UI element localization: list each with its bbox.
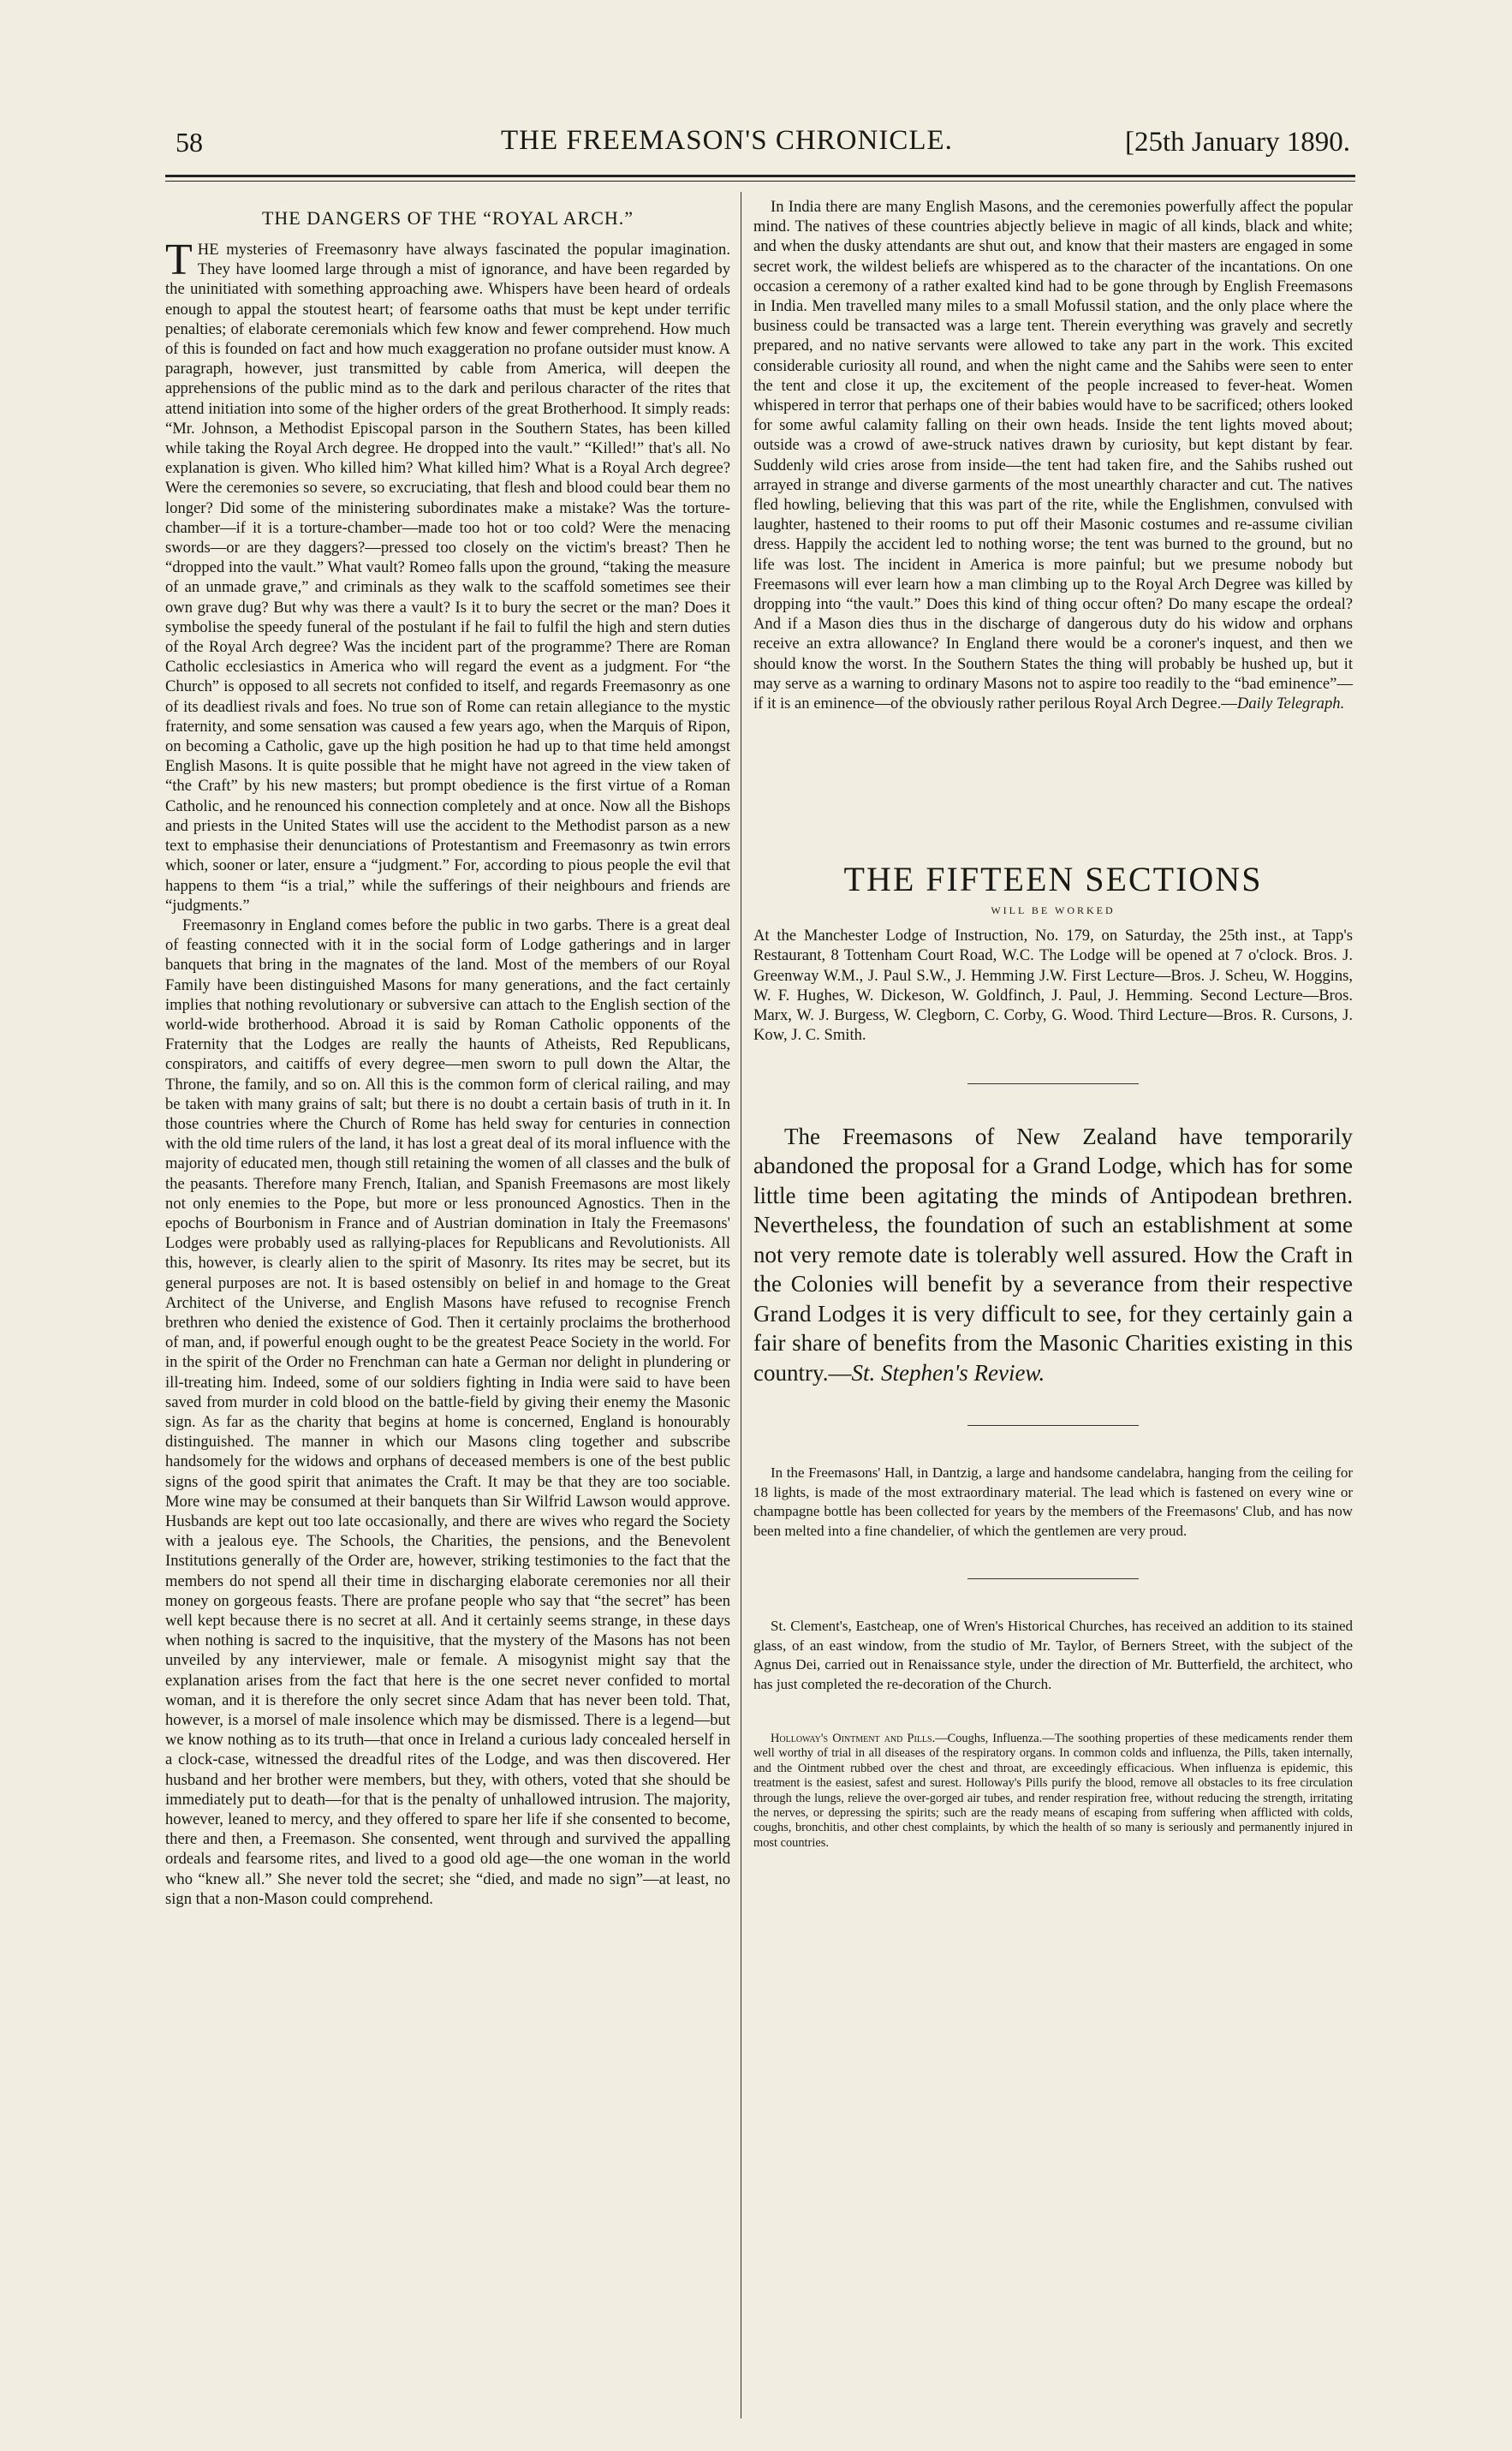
- article-source: Daily Telegraph.: [1236, 695, 1345, 713]
- advert-text: —Coughs, Influenza.—The soothing properties of these medicaments render them well worthy of trial in all diseases of the respiratory organs. In common colds and influenza, the Pills, taken internally, and the Ointment rubbed over the chest and throat, are exceedingly efficacious. When influenza is epidemic, this treatment is the easiest, safest and surest. Holloway's Pills purify the blood, remove all obstacles to its free circulation through the lungs, relieve the over-gorged air tubes, and render respiration free, without reducing the strength, irritating the nerves, or depressing the spirits; such are the ready means of escaping from suffering when afflicted with colds, coughs, bronchitis, and other chest complaints, by which the health of so many is seriously and permanently injured in most countries.: [753, 1732, 1353, 1850]
- article-paragraph: Freemasonry in England comes before the public in two garbs. There is a great deal of feasting connected with it in the social form of Lodge gatherings and in larger banquets that bring in the magnates of the land. Most of the members of our Royal Family have been distinguished Masons for many generations, and the fact certainly implies that nothing revolutionary or subversive can attach to the English section of the world-wide brotherhood. Abroad it is said by Roman Catholic opponents of the Fraternity that the Lodges are really the haunts of Atheists, Red Republicans, conspirators, and caitiffs of every degree—men sworn to pull down the Altar, the Throne, the family, and so on. All this is the common form of clerical railing, and may be taken with many grains of salt; but there is no doubt a certain basis of truth in it. In those countries where the Church of Rome has held sway for centuries in connection with the old time rulers of the land, it has lost a great deal of its moral influence with the majority of educated men, though still retaining the women of all classes and the bulk of the peasants. Therefore many French, Italian, and Spanish Freemasons are most likely not only enemies to the Pope, but more or less pronounced Agnostics. Then in the epochs of Bourbonism in France and of Austrian domination in Italy the Freemasons' Lodges were probably used as rallying-places for Republicans and Revolutionists. All this, however, is clearly alien to the spirit of Masonry. Its rites may be secret, but its general purposes are not. It is based ostensibly on belief in and homage to the Great Architect of the Universe, and English Masons have refused to recognise French brethren who denied the existence of God. Then it certainly proclaims the brotherhood of man, and, if powerful enough ought to be the greatest Peace Society in the world. For in the spirit of the Order no Frenchman can hate a German nor delight in plundering or ill-treating him. Indeed, some of our soldiers fighting in India were said to have been saved from murder in cold blood on the battle-field by giving their enemy the Masonic sign. As far as the charity that begins at home is concerned, England is honourably distinguished. The manner in which our Masons cling together and subscribe handsomely for the widows and orphans of deceased members is one of the best public signs of the good spirit that animates the Craft. It may be that they are too sociable. More wine may be consumed at their banquets than Sir Wilfrid Lawson would approve. Husbands are kept out too late occasionally, and there are wives who regard the Society with a jealous eye. The Schools, the Charities, the pensions, and the Benevolent Institutions generally of the Order are, however, striking testimonies to the fact that the members do not spend all their time in discharging elaborate ceremonies nor all their money on gorgeous feasts. There are profane people who say that “the secret” has been well kept because there is no secret at all. And it certainly seems strange, in these days when nothing is sacred to the inquisitive, that the mystery of the Masons has not been unveiled by any interviewer, male or female. A misogynist might say that the explanation arises from the fact that here is the one secret never confided to mortal woman, and it is therefore the only secret since Adam that has never been told. That, however, is a morsel of male insolence which may be dismissed. There is a legend—but we know nothing as to its truth—that once in Ireland a curious lady concealed herself in a clock-case, witnessed the dreadful rites of the Lodge, and was then discovered. Her husband and her brother were members, but they, with others, voted that she should be immediately put to death—for that is the penalty of unhallowed intrusion. The majority, however, leaned to mercy, and they offered to spare her life if she consented to become, there and then, a Freemason. She consented, went through and survived the appalling ordeals and fearsome rites, and lived to a good old age—the one woman in the world who “knew all.” She never told the secret; she “died, and made no sign”—at least, no sign that a non-Mason could comprehend.: [165, 915, 730, 1908]
- header-rule-thin: [165, 181, 1355, 182]
- fifteen-sections-subtitle: WILL BE WORKED: [991, 904, 1116, 917]
- drop-cap: T: [165, 236, 193, 284]
- paragraph-text: HE mysteries of Freemasonry have always fascinated the popular imagination. They have loomed large through a mist of ignorance, and have been regarded by the uninitiated with something approaching awe. Whispers have been heard of ordeals enough to appal the stoutest heart; of fearsome oaths that must be kept under terrific penalties; of elaborate ceremonials which few know and fewer comprehend. How much of this is founded on fact and how much exaggeration no profane outsider must know. A paragraph, however, just transmitted by cable from America, will deepen the apprehensions of the public mind as to the dark and perilous character of the rites that attend initiation into some of the higher orders of the great Brotherhood. It simply reads: “Mr. Johnson, a Methodist Episcopal parson in the Southern States, has been killed while taking the Royal Arch degree. He dropped into the vault.” “Killed!” that's all. No explanation is given. Who killed him? What killed him? What is a Royal Arch degree? Were the ceremonies so severe, so excruciating, that flesh and blood could bear them no longer? Did some of the ministering subordinates make a mistake? Was the torture-chamber—if it is a torture-chamber—made too hot or too cold? Were the menacing swords—or are they daggers?—pressed too closely on the victim's breast? Then he “dropped into the vault.” What vault? Romeo falls upon the ground, “taking the measure of an unmade grave,” and criminals as they walk to the scaffold sometimes see their own grave dug? But why was there a vault? Is it to bury the secret or the man? Does it symbolise the speedy funeral of the postulant if he fail to fulfil the high and stern duties of the Royal Arch degree? Was the incident part of the programme? There are Roman Catholic ecclesiastics in America who will regard the event as a judgment. For “the Church” is opposed to all secrets not confided to itself, and regards Freemasonry as one of its deadliest rivals and foes. No true son of Rome can retain allegiance to the mystic fraternity, and some sensation was caused a few years ago, when the Marquis of Ripon, on becoming a Catholic, gave up the high position he had up to that time held amongst English Masons. It is quite possible that he might have not agreed in the view taken of “the Craft” by his new masters; but prompt obedience is the first virtue of a Roman Catholic, and he renounced his connection completely and at once. Now all the Bishops and priests in the United States will use the accident to the Methodist parson as a new text to emphasise their denunciations of Protestantism and Freemasonry as twin errors which, sooner or later, ensure a “judgment.” For, according to pious people the evil that happens to them “is a trial,” while the sufferings of their neighbours and friends are “judgments.”: [165, 241, 730, 915]
- new-zealand-source: St. Stephen's Review.: [851, 1359, 1045, 1386]
- fifteen-sections-body: At the Manchester Lodge of Instruction, No. 179, on Saturday, the 25th inst., at Tapp's Restaurant, 8 Tottenham Court Road, W.C. The Lodge will be opened at 7 o'clock. Bros. J. Greenway W.M., J. Paul S.W., J. Hemming J.W. First Lecture—Bros. J. Scheu, W. Hoggins, W. F. Hughes, W. Dickeson, W. Goldfinch, J. Paul, J. Hemming. Second Lecture—Bros. Marx, W. J. Burgess, W. Clegborn, C. Corby, G. Wood. Third Lecture—Bros. R. Cursons, J. Kow, J. C. Smith.: [753, 927, 1353, 1045]
- separator-rule: [967, 1425, 1139, 1426]
- fifteen-sections-title: THE FIFTEEN SECTIONS: [843, 860, 1263, 899]
- st-clements-paragraph: St. Clement's, Eastcheap, one of Wren's Historical Churches, has received an addition to its stained glass, of an east window, from the studio of Mr. Taylor, of Berners Street, with the subject of the Agnus Dei, carried out in Renaissance style, under the direction of Mr. Butterfield, the architect, who has just completed the re-decoration of the Church.: [753, 1618, 1353, 1692]
- dantzig-paragraph: In the Freemasons' Hall, in Dantzig, a large and handsome candelabra, hanging from the ceiling for 18 lights, is made of the most extraordinary material. The lead which is fastened on every wine or champagne bottle has been collected for years by the members of the Freemasons' Club, and has now been melted into a fine chandelier, of which the gentlemen are very proud.: [753, 1464, 1353, 1539]
- advert-lead: Holloway's Ointment and Pills.: [771, 1732, 936, 1745]
- article-title-royal-arch: THE DANGERS OF THE “ROYAL ARCH.”: [261, 207, 634, 229]
- holloway-advert: [753, 1732, 1353, 1851]
- header-rule: [165, 175, 1355, 177]
- left-column: [165, 197, 730, 1909]
- paragraph-text: In India there are many English Masons, and the ceremonies powerfully affect the popular mind. The natives of these countries abjectly believe in magic of all kinds, black and white; and when the dusky attendants are shut out, and know that their masters are engaged in some secret work, the wildest beliefs are whispered as to the character of the incantations. On one occasion a ceremony of a rather exalted kind had to be gone through by English Freemasons in India. Men travelled many miles to a small Mofussil station, and the only place where the business could be transacted was a large tent. Therein everything was gravely and secretly prepared, and no native servants were allowed to take any part in the work. This excited considerable curiosity all round, and when the night came and the Sahibs were seen to enter the tent and close it up, the excitement of the people increased to fever-heat. Women whispered in terror that perhaps one of their babies would have to be sacrificed; others looked for some awful calamity falling on their own heads. Inside the tent lights moved about; outside was a crowd of awe-struck natives drawn by curiosity, but kept distant by fear. Suddenly wild cries arose from inside—the tent had taken fire, and the Sahibs rushed out arrayed in strange and diverse garments of the most unearthly character and cut. The natives fled howling, believing that this was part of the rite, while the Englishmen, convulsed with laughter, hastened to their rooms to put off their Masonic costumes and re-assume civilian dress. Happily the accident led to nothing worse; the tent was burned to the ground, but no life was lost. The incident in America is more painful; but we presume nobody but Freemasons will ever learn how a man climbing up to the Royal Arch Degree was killed by dropping into “the vault.” Does this kind of thing occur often? Do many escape the ordeal? And if a Mason dies thus in the discharge of dangerous duty do his widow and orphans receive an extra allowance? In England there would be a coroner's inquest, and then we should know the worst. In the Southern States the thing will probably be hushed up, but it may serve as a warning to ordinary Masons not to aspire too readily to the “bad eminence”—if it is an eminence—of the obviously rather perilous Royal Arch Degree.—: [753, 198, 1353, 713]
- separator-rule: [967, 1578, 1139, 1579]
- paragraph-text: The Freemasons of New Zealand have temporarily abandoned the proposal for a Grand Lodge, which has for some little time been agitating the minds of Antipodean brethren. Nevertheless, the foundation of such an establishment at some not very remote date is tolerably well assured. How the Craft in the Colonies will benefit by a severance from their respective Grand Lodges it is very difficult to see, for they certainly gain a fair share of benefits from the Masonic Charities existing in this country.—: [753, 1123, 1353, 1386]
- right-column: [753, 197, 1353, 1851]
- paper-title: THE FREEMASON'S CHRONICLE.: [501, 125, 953, 156]
- masthead: [163, 127, 1357, 168]
- article-paragraph-continued: [753, 197, 1353, 713]
- article-paragraph: [165, 236, 730, 915]
- new-zealand-paragraph: [753, 1122, 1353, 1388]
- separator-rule: [967, 1083, 1139, 1084]
- spacer: [753, 1694, 1353, 1732]
- page-number: 58: [176, 127, 203, 158]
- issue-date: [25th January 1890.: [1124, 127, 1350, 158]
